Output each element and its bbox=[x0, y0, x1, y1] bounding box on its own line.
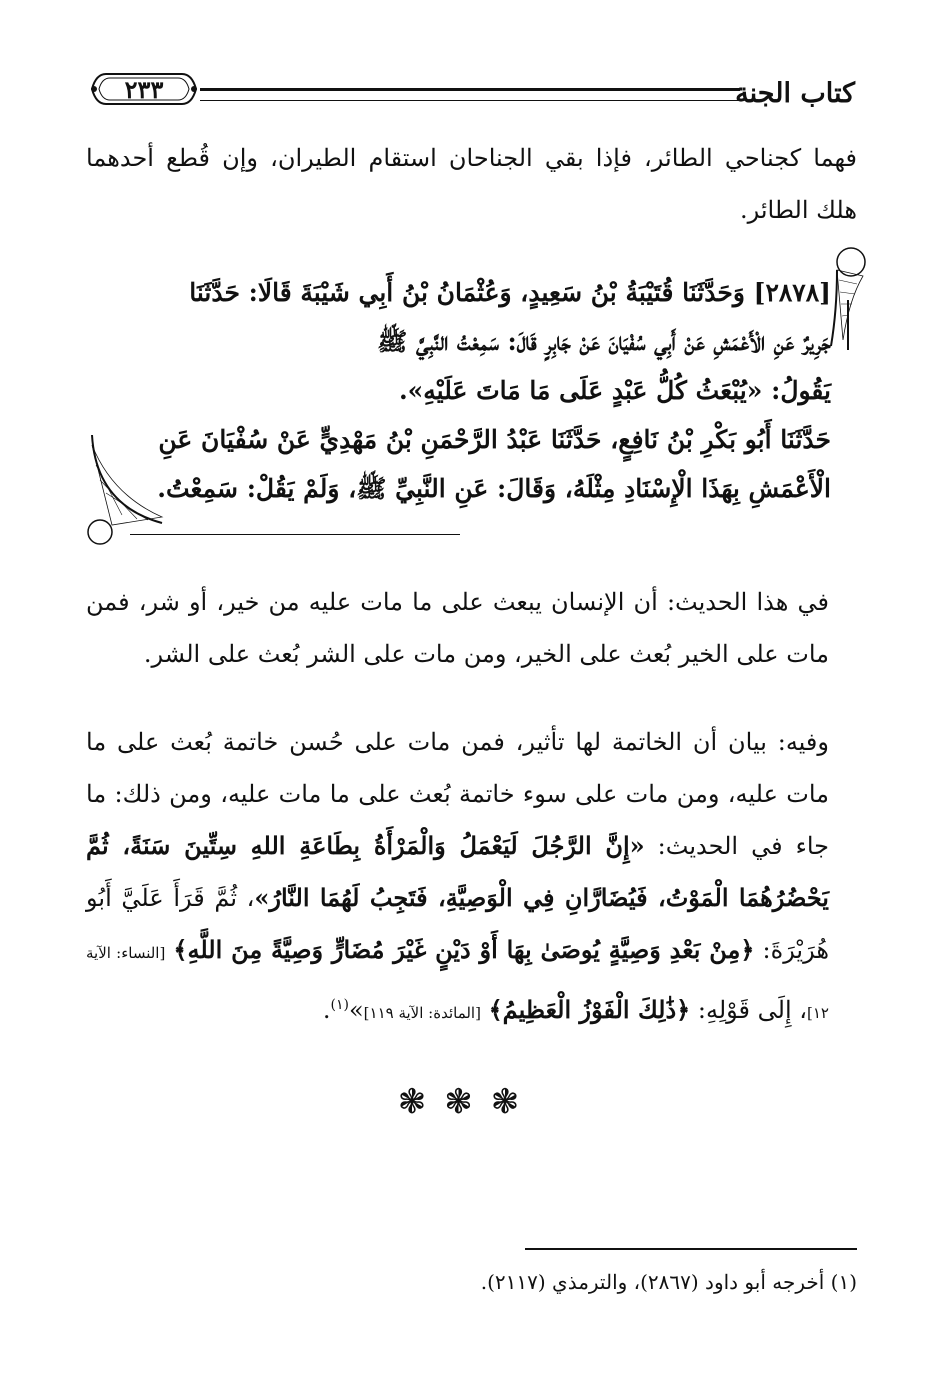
commentary-text: ، ثُمَّ قَرَأَ عَلَيَّ أَبُو هُرَيْرَةَ: bbox=[86, 884, 830, 964]
hadith-line: يَقُولُ: «يُبْعَثُ كُلُّ عَبْدٍ عَلَى مَا مَاتَ عَلَيْهِ». bbox=[398, 376, 831, 405]
quoted-hadith: «إِنَّ الرَّجُلَ لَيَعْمَلُ وَالْمَرْأَةُ بِطَاعَةِ اللهِ سِتِّينَ سَنَةً، ثُمَّ يَحْضُرُهُمَا الْمَوْتُ، فَيُضَارَّانِ فِي الْوَصِيَّةِ، فَتَجِبُ لَهُمَا النَّارُ» bbox=[86, 831, 829, 912]
commentary-text: وفيه: بيان أن الخاتمة لها تأثير، فمن مات على حُسن خاتمة بُعث على ما مات عليه، ومن مات على سوء خاتمة بُعث على ما مات عليه، ومن ذلك: ما جاء في الحديث: bbox=[86, 728, 830, 860]
quran-verse: ﴿مِنْ بَعْدِ وَصِيَّةٍ يُوصَىٰ بِهَا أَوْ دَيْنٍ غَيْرَ مُضَارٍّ وَصِيَّةً مِنَ اللَّهِ﴾ bbox=[173, 935, 755, 964]
quran-verse: ﴿ذَٰلِكَ الْفَوْزُ الْعَظِيمُ﴾ bbox=[488, 995, 691, 1024]
section-separator: ❃❃❃ bbox=[397, 1082, 538, 1122]
commentary-text: ، إِلَى قَوْلِهِ: bbox=[690, 996, 808, 1024]
hadith-box bbox=[100, 240, 859, 560]
commentary-paragraph-1: في هذا الحديث: أن الإنسان يبعث على ما مات عليه من خير، أو شر، فمن مات على الخير بُعث على الخير، ومن مات على الشر بُعث على الشر. bbox=[86, 588, 829, 668]
footnote: (١) أخرجه أبو داود (٢٨٦٧)، والترمذي (٢١١٧). bbox=[480, 1270, 857, 1294]
verse-reference: [المائدة: الآية ١١٩] bbox=[363, 1004, 481, 1022]
page-number-frame bbox=[88, 70, 200, 108]
hadith-text bbox=[118, 268, 831, 513]
verse-reference: [النساء: الآية ١٢] bbox=[86, 944, 829, 1022]
hadith-line: حَدَّثَنَا أَبُو بَكْرِ بْنُ نَافِعٍ، حَدَّثَنَا عَبْدُ الرَّحْمَنِ بْنُ مَهْدِيٍّ عَنْ سُفْيَانَ عَنِ bbox=[158, 425, 831, 454]
commentary-paragraph-2: وفيه: بيان أن الخاتمة لها تأثير، فمن مات على حُسن خاتمة بُعث على ما مات عليه، ومن مات على سوء خاتمة بُعث على ما مات عليه، ومن ذلك: ما جاء في الحديث: «إِنَّ الرَّجُلَ لَيَعْمَلُ وَالْمَرْأَةُ بِطَاعَةِ اللهِ سِتِّينَ سَنَةً، ثُمَّ يَحْضُرُهُمَا الْمَوْتُ، فَيُضَارَّانِ فِي الْوَصِيَّةِ، فَتَجِبُ لَهُمَا النَّارُ»، ثُمَّ قَرَأَ عَلَيَّ أَبُو هُرَيْرَةَ: ﴿مِنْ بَعْدِ وَصِيَّةٍ يُوصَىٰ بِهَا أَوْ دَيْنٍ غَيْرَ مُضَارٍّ وَصِيَّةً مِنَ اللَّهِ﴾ [النساء: الآية ١٢]، إِلَى قَوْلِهِ: ﴿ذَٰلِكَ الْفَوْزُ الْعَظِيمُ﴾ [المائدة: الآية ١١٩]»$^{(١)}$. bbox=[86, 728, 830, 1024]
page-header-title: كتاب الجنة bbox=[735, 78, 855, 109]
footnote-marker: (١) bbox=[330, 997, 349, 1013]
commentary-text: » bbox=[348, 996, 364, 1024]
page-number: ٢٣٣ bbox=[124, 75, 164, 104]
hadith-line: جَرِيرٌ عَنِ الْأَعْمَشِ عَنْ أَبِي سُفْيَانَ عَنْ جَابِرٍ قَالَ: سَمِعْتُ النَّبِيَّ ﷺ bbox=[377, 327, 831, 356]
hadith-line: [٢٨٧٨] وَحَدَّثَنَا قُتَيْبَةُ بْنُ سَعِيدٍ، وَعُثْمَانُ بْنُ أَبِي شَيْبَةَ قَالَا: حَدَّثَنَا bbox=[189, 278, 831, 307]
box-right-edge bbox=[847, 300, 849, 350]
intro-paragraph: فهما كجناحي الطائر، فإذا بقي الجناحان استقام الطيران، وإن قُطع أحدهما هلك الطائر. bbox=[86, 144, 857, 224]
footnote-rule bbox=[525, 1248, 857, 1250]
header-rule bbox=[200, 88, 740, 101]
box-bottom-edge bbox=[130, 534, 460, 535]
hadith-line: الْأَعْمَشِ بِهَذَا الْإِسْنَادِ مِثْلَهُ، وَقَالَ: عَنِ النَّبِيِّ ﷺ، وَلَمْ يَقُلْ: سَمِعْتُ. bbox=[157, 474, 831, 503]
